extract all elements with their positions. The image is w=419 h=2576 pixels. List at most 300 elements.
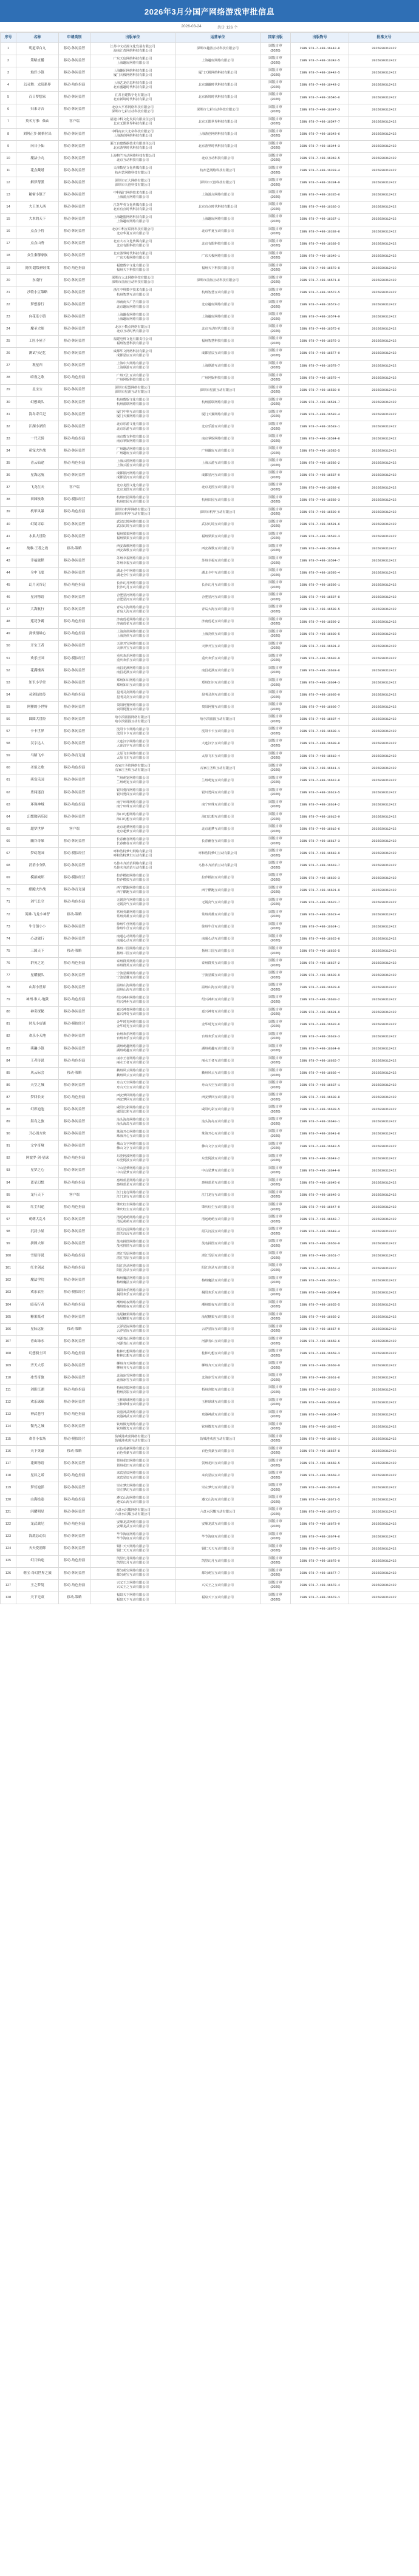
- cell-operator: 徐州牛仔互动有限公司: [175, 921, 261, 933]
- cell-category: 移动-策略: [59, 1323, 90, 1335]
- cell-name: 神奇探秘: [16, 1006, 59, 1019]
- cell-operator: 肇庆红尘互动有限公司: [175, 1202, 261, 1214]
- cell-approval-number: 2026930312422: [349, 1592, 419, 1604]
- cell-publisher: 珠海开心网络有限公司 珠海开心互动有限公司: [90, 1128, 175, 1141]
- cell-isbn: ISBN 978-7-498-16622-7: [291, 897, 349, 909]
- cell-publish-type: 国版自审 (2026): [261, 616, 291, 628]
- cell-operator: 北京华夏互动有限公司: [175, 226, 261, 238]
- cell-approval-number: 2026930312422: [349, 836, 419, 848]
- cell-name: 龙武战纪: [16, 1519, 59, 1531]
- cell-name: 欢乐小天地: [16, 1031, 59, 1043]
- cell-approval-number: 2026930312422: [349, 762, 419, 774]
- cell-isbn: ISBN 978-7-498-16674-6: [291, 1531, 349, 1543]
- table-row: [1, 372, 419, 384]
- cell-approval-number: 2026930312422: [349, 152, 419, 164]
- cell-name: 王者传说: [16, 1055, 59, 1067]
- page-title: 2026年3月分国产网络游戏审批信息: [0, 0, 419, 22]
- cell-publish-type: 国版自审 (2026): [261, 80, 291, 92]
- cell-approval-number: 2026930312422: [349, 970, 419, 982]
- table-row: [1, 311, 419, 324]
- cell-name: 策略直播: [16, 55, 59, 67]
- table-row: [1, 1153, 419, 1165]
- table-row: [1, 628, 419, 640]
- cell-operator: 惠州蓝星互动有限公司: [175, 1177, 261, 1189]
- cell-publisher: 河源青山网络有限公司 河源青山互动有限公司: [90, 1336, 175, 1348]
- cell-index: 119: [1, 1482, 16, 1494]
- cell-isbn: ISBN 978-7-498-16613-5: [291, 787, 349, 799]
- cell-publisher: 济南莲花网络有限公司 济南莲花互动有限公司: [90, 616, 175, 628]
- cell-name: 欢乐庄园: [16, 652, 59, 665]
- cell-publisher: 西安梦回网络有限公司 西安梦回互动有限公司: [90, 1092, 175, 1104]
- table-row: [1, 970, 419, 982]
- cell-index: 94: [1, 1177, 16, 1189]
- table-row: [1, 1372, 419, 1385]
- table-row: [1, 324, 419, 336]
- cell-index: 3: [1, 67, 16, 80]
- cell-category: 移动-角色扮演: [59, 262, 90, 274]
- table-row: [1, 140, 419, 152]
- col-name: 名称: [16, 33, 59, 43]
- table-row: [1, 1445, 419, 1457]
- cell-publish-type: 国版自审 (2026): [261, 860, 291, 872]
- cell-approval-number: 2026930312422: [349, 1555, 419, 1567]
- cell-category: 移动-休闲益智: [59, 1567, 90, 1579]
- cell-index: 52: [1, 665, 16, 677]
- cell-approval-number: 2026930312422: [349, 982, 419, 994]
- cell-category: 移动-休闲益智: [59, 970, 90, 982]
- cell-publish-type: 国版自审 (2026): [261, 518, 291, 530]
- cell-category: 移动-休闲益智: [59, 774, 90, 787]
- cell-publisher: 湛江雪原网络有限公司 湛江雪原互动有限公司: [90, 1250, 175, 1263]
- cell-publish-type: 国版自审 (2026): [261, 152, 291, 164]
- cell-isbn: ISBN 978-7-498-16666-1: [291, 1433, 349, 1445]
- cell-name: 群英之光: [16, 958, 59, 970]
- cell-publish-type: 国版自审 (2026): [261, 690, 291, 702]
- cell-isbn: ISBN 978-7-498-16653-1: [291, 1275, 349, 1287]
- cell-operator: 广州趣玩互动有限公司: [175, 446, 261, 458]
- cell-isbn: ISBN 978-7-498-16595-4: [291, 568, 349, 580]
- cell-operator: 上海剑侠互动有限公司: [175, 628, 261, 640]
- cell-name: 剑侠·超级神经策: [16, 262, 59, 274]
- cell-index: 59: [1, 750, 16, 762]
- cell-category: 移动-角色扮演: [59, 372, 90, 384]
- cell-publisher: 凯里幻月网络有限公司 凯里幻月互动有限公司: [90, 1555, 175, 1567]
- cell-isbn: ISBN 978-7-498-16630-2: [291, 994, 349, 1006]
- cell-publisher: 西宁酷跑网络有限公司 西宁酷跑互动有限公司: [90, 884, 175, 897]
- cell-isbn: ISBN 978-7-498-16636-4: [291, 1067, 349, 1079]
- cell-operator: 湛江雪原互动有限公司: [175, 1250, 261, 1263]
- cell-operator: 厦门天极网络科技有限公司: [175, 67, 261, 80]
- cell-operator: 珠海开心互动有限公司: [175, 1128, 261, 1141]
- cell-category: 移动-休闲益智: [59, 421, 90, 433]
- cell-category: 移动-休闲益智: [59, 812, 90, 824]
- cell-name: 水果大冒险: [16, 530, 59, 543]
- cell-index: 72: [1, 909, 16, 921]
- cell-index: 113: [1, 1409, 16, 1421]
- cell-approval-number: 2026930312422: [349, 408, 419, 421]
- cell-name: 战歌·王者之战: [16, 543, 59, 555]
- cell-operator: 佛山文字互动有限公司: [175, 1141, 261, 1153]
- cell-publisher: 都匀萌宝网络有限公司 都匀萌宝互动有限公司: [90, 1567, 175, 1579]
- cell-isbn: ISBN 978-7-498-16650-0: [291, 1238, 349, 1250]
- cell-operator: 北京无限世界科技有限公司: [175, 116, 261, 128]
- table-row: [1, 55, 419, 67]
- cell-publish-type: 国版自审 (2026): [261, 958, 291, 970]
- table-row: [1, 1421, 419, 1433]
- cell-index: 6: [1, 104, 16, 116]
- cell-name: 莲花争霸: [16, 616, 59, 628]
- cell-category: 移动-角色扮演: [59, 1250, 90, 1263]
- cell-approval-number: 2026930312422: [349, 189, 419, 202]
- cell-name: 魔圣大师: [16, 324, 59, 336]
- cell-index: 27: [1, 360, 16, 372]
- cell-publisher: 石家庄圣焰网络有限公司 石家庄圣焰互动有限公司: [90, 762, 175, 774]
- table-row: [1, 665, 419, 677]
- cell-isbn: ISBN 978-7-498-16665-4: [291, 1421, 349, 1433]
- cell-isbn: ISBN 978-7-498-16615-9: [291, 812, 349, 824]
- table-row: [1, 1457, 419, 1469]
- cell-publish-type: 国版自审 (2026): [261, 458, 291, 470]
- cell-index: 41: [1, 530, 16, 543]
- cell-publish-type: 国版自审 (2026): [261, 1470, 291, 1482]
- cell-operator: 东莞阿波互动有限公司: [175, 1153, 261, 1165]
- cell-isbn: ISBN 978-7-498-16635-7: [291, 1055, 349, 1067]
- cell-isbn: ISBN 978-7-498-16587-9: [291, 470, 349, 482]
- cell-isbn: ISBN 978-7-498-16343-6: [291, 128, 349, 140]
- cell-index: 13: [1, 189, 16, 202]
- cell-category: 移动-模拟经营: [59, 872, 90, 884]
- cell-name: 红尘剑录: [16, 1263, 59, 1275]
- cell-approval-number: 2026930312422: [349, 690, 419, 702]
- cell-index: 76: [1, 958, 16, 970]
- cell-category: 移动-休闲益智: [59, 152, 90, 164]
- cell-name: 龙行天下: [16, 1189, 59, 1201]
- cell-publisher: 天津开宝网络有限公司 天津开宝互动有限公司: [90, 640, 175, 652]
- cell-publisher: 深圳市机甲网络有限公司 深圳市机甲互动有限公司: [90, 506, 175, 518]
- cell-operator: 福泉天下互动有限公司: [175, 1592, 261, 1604]
- cell-operator: 江门龙行互动有限公司: [175, 1189, 261, 1201]
- cell-publish-type: 国版自审 (2026): [261, 1189, 291, 1201]
- table-row: [1, 1092, 419, 1104]
- cell-publish-type: 国版自审 (2026): [261, 1031, 291, 1043]
- cell-index: 92: [1, 1153, 16, 1165]
- cell-publish-type: 国版自审 (2026): [261, 1092, 291, 1104]
- cell-publisher: 广州天汇互动有限公司 广州网娱科技有限公司: [90, 372, 175, 384]
- cell-approval-number: 2026930312422: [349, 348, 419, 360]
- cell-approval-number: 2026930312422: [349, 165, 419, 177]
- cell-approval-number: 2026930312422: [349, 884, 419, 897]
- cell-index: 12: [1, 177, 16, 189]
- cell-publish-type: 国版自审 (2026): [261, 262, 291, 274]
- cell-approval-number: 2026930312422: [349, 1116, 419, 1128]
- cell-operator: 北京有限科技有限公司: [175, 238, 261, 250]
- cell-publisher: 上海格兰互动网络科技有限公司 北京互动科技有限公司: [90, 152, 175, 164]
- cell-index: 73: [1, 921, 16, 933]
- cell-name: 剑侠情缘心: [16, 628, 59, 640]
- cell-name: 王之梦境: [16, 1579, 59, 1591]
- cell-index: 28: [1, 372, 16, 384]
- cell-index: 10: [1, 152, 16, 164]
- cell-isbn: ISBN 978-7-498-16659-3: [291, 1348, 349, 1360]
- cell-name: 文字奇境: [16, 1141, 59, 1153]
- cell-operator: 防城港欢喜互动有限公司: [175, 1433, 261, 1445]
- cell-publisher: 上海剑侠网络有限公司 上海剑侠互动有限公司: [90, 628, 175, 640]
- table-row: [1, 702, 419, 714]
- cell-approval-number: 2026930312422: [349, 274, 419, 286]
- cell-approval-number: 2026930312422: [349, 1287, 419, 1299]
- cell-name: 星耀舰队: [16, 970, 59, 982]
- cell-operator: 阳江剑录互动有限公司: [175, 1263, 261, 1275]
- cell-operator: 台州欢乐互动有限公司: [175, 1031, 261, 1043]
- cell-publisher: 揭阳欢乐网络有限公司 揭阳欢乐互动有限公司: [90, 1287, 175, 1299]
- cell-publish-type: 国版自审 (2026): [261, 396, 291, 408]
- cell-index: 88: [1, 1104, 16, 1116]
- cell-isbn: ISBN 978-7-498-16667-8: [291, 1445, 349, 1457]
- cell-operator: 大连汉字互动有限公司: [175, 738, 261, 750]
- cell-category: 移动-休闲益智: [59, 555, 90, 568]
- table-row: [1, 848, 419, 860]
- cell-publisher: 合肥星河网络有限公司 合肥星河互动有限公司: [90, 592, 175, 604]
- cell-name: 幻想战队: [16, 396, 59, 408]
- cell-category: 移动-角色扮演: [59, 616, 90, 628]
- cell-operator: 贵港神武互动有限公司: [175, 1409, 261, 1421]
- cell-approval-number: 2026930312422: [349, 299, 419, 311]
- cell-publish-type: 国版自审 (2026): [261, 1177, 291, 1189]
- cell-isbn: ISBN 978-7-498-16589-3: [291, 494, 349, 506]
- cell-isbn: ISBN 978-7-498-16342-5: [291, 55, 349, 67]
- cell-name: 知识小学堂: [16, 677, 59, 689]
- cell-isbn: ISBN 978-7-498-16640-1: [291, 1116, 349, 1128]
- cell-publish-type: 国版自审 (2026): [261, 872, 291, 884]
- table-row: [1, 1067, 419, 1079]
- table-row: [1, 446, 419, 458]
- cell-name: 星辰之诺: [16, 1470, 59, 1482]
- table-row: [1, 396, 419, 408]
- cell-isbn: ISBN 978-7-498-16574-9: [291, 311, 349, 324]
- cell-category: 移动-策略: [59, 1592, 90, 1604]
- cell-approval-number: 2026930312422: [349, 1421, 419, 1433]
- cell-index: 51: [1, 652, 16, 665]
- cell-category: 移动-休闲益智: [59, 202, 90, 214]
- table-row: [1, 1579, 419, 1591]
- cell-publish-type: 国版自审 (2026): [261, 1579, 291, 1591]
- cell-isbn: ISBN 978-7-498-16612-8: [291, 774, 349, 787]
- cell-publish-type: 国版自审 (2026): [261, 286, 291, 299]
- cell-category: 移动-角色扮演: [59, 506, 90, 518]
- cell-category: 移动-休闲益智: [59, 274, 90, 286]
- cell-name: 梦幻花园: [16, 848, 59, 860]
- cell-approval-number: 2026930312422: [349, 1043, 419, 1055]
- cell-approval-number: 2026930312422: [349, 665, 419, 677]
- cell-name: 模拟城邦: [16, 872, 59, 884]
- cell-operator: 福州果果互动有限公司: [175, 530, 261, 543]
- table-row: [1, 568, 419, 580]
- cell-publisher: 绍兴神州网络有限公司 绍兴神州互动有限公司: [90, 994, 175, 1006]
- table-row: [1, 909, 419, 921]
- cell-publish-type: 国版自审 (2026): [261, 202, 291, 214]
- cell-name: 冰雪奇旅: [16, 1372, 59, 1385]
- table-row: [1, 384, 419, 396]
- cell-category: 移动-模拟经营: [59, 848, 90, 860]
- cell-category: 移动-角色扮演: [59, 1385, 90, 1397]
- cell-approval-number: 2026930312422: [349, 1202, 419, 1214]
- cell-operator: 深圳市机甲互动有限公司: [175, 506, 261, 518]
- cell-publisher: 成都银河网络有限公司 成都星河互动有限公司: [90, 470, 175, 482]
- cell-operator: 长春幽谷互动有限公司: [175, 836, 261, 848]
- cell-category: 移动-休闲益智: [59, 1141, 90, 1153]
- table-row: [1, 824, 419, 836]
- cell-index: 117: [1, 1457, 16, 1469]
- cell-category: 移动-休闲益智: [59, 530, 90, 543]
- table-row: [1, 1519, 419, 1531]
- cell-category: 移动-休闲益智: [59, 1275, 90, 1287]
- cell-isbn: ISBN 978-7-498-16679-1: [291, 1592, 349, 1604]
- cell-approval-number: 2026930312422: [349, 482, 419, 494]
- cell-name: 阿狸的小世界: [16, 702, 59, 714]
- cell-name: 星梦之心: [16, 1165, 59, 1177]
- cell-category: 移动-角色扮演: [59, 1055, 90, 1067]
- cell-isbn: ISBN 978-7-498-16576-3: [291, 336, 349, 348]
- cell-publisher: 银川勇闯网络有限公司 银川勇闯互动有限公司: [90, 787, 175, 799]
- cell-category: 移动-角色扮演: [59, 1409, 90, 1421]
- cell-category: 移动-休闲益智: [59, 311, 90, 324]
- cell-operator: 成都星辰互动有限公司: [175, 348, 261, 360]
- cell-name: 百日梦想家: [16, 92, 59, 104]
- cell-category: 移动-模拟经营: [59, 494, 90, 506]
- cell-operator: 来宾星辰互动有限公司: [175, 1470, 261, 1482]
- cell-index: 70: [1, 884, 16, 897]
- table-row: [1, 958, 419, 970]
- cell-isbn: ISBN 978-7-498-16641-8: [291, 1128, 349, 1141]
- cell-isbn: ISBN 978-7-498-16336-3: [291, 202, 349, 214]
- cell-name: 点点小将: [16, 226, 59, 238]
- table-row: [1, 1299, 419, 1311]
- cell-publisher: 阳江剑录网络有限公司 阳江剑录互动有限公司: [90, 1263, 175, 1275]
- cell-isbn: ISBN 978-7-498-16638-8: [291, 1092, 349, 1104]
- cell-index: 56: [1, 714, 16, 726]
- cell-name: 马路飞车: [16, 750, 59, 762]
- cell-name: 大王美人西: [16, 202, 59, 214]
- cell-approval-number: 2026930312422: [349, 543, 419, 555]
- cell-approval-number: 2026930312422: [349, 909, 419, 921]
- table-row: [1, 1031, 419, 1043]
- table-row: [1, 177, 419, 189]
- cell-publish-type: 国版自审 (2026): [261, 1165, 291, 1177]
- cell-isbn: ISBN 978-7-498-16619-7: [291, 860, 349, 872]
- cell-publish-type: 国版自审 (2026): [261, 1153, 291, 1165]
- cell-approval-number: 2026930312422: [349, 311, 419, 324]
- table-row: [1, 1567, 419, 1579]
- cell-name: 闪耀明星: [16, 1507, 59, 1519]
- cell-name: 幻境寻踪: [16, 518, 59, 530]
- cell-index: 78: [1, 982, 16, 994]
- cell-name: 时光小店铺: [16, 1019, 59, 1031]
- cell-publisher: 丽水王者网络有限公司 丽水王者互动有限公司: [90, 1055, 175, 1067]
- cell-isbn: ISBN 978-7-498-16658-6: [291, 1336, 349, 1348]
- cell-category: 移动-休闲益智: [59, 860, 90, 872]
- table-row: [1, 1287, 419, 1299]
- cell-approval-number: 2026930312422: [349, 1457, 419, 1469]
- cell-operator: 贵阳阿狸互动有限公司: [175, 702, 261, 714]
- cell-name: 超梦世界: [16, 824, 59, 836]
- cell-name: 归来寻音: [16, 104, 59, 116]
- cell-isbn: ISBN 978-7-498-16596-1: [291, 580, 349, 592]
- cell-isbn: ISBN 978-7-498-16623-4: [291, 909, 349, 921]
- cell-publisher: 乌鲁木齐消消网络有限公司 乌鲁木齐消消互动有限公司: [90, 860, 175, 872]
- cell-category: 移动-体育竞速: [59, 884, 90, 897]
- cell-operator: 丽水王者互动有限公司: [175, 1055, 261, 1067]
- cell-name: 幻月仙途: [16, 1555, 59, 1567]
- cell-approval-number: 2026930312422: [349, 1006, 419, 1019]
- cell-operator: 广州网娱科技有限公司: [175, 372, 261, 384]
- cell-category: 移动-休闲益智: [59, 446, 90, 458]
- meta-bar: [0, 22, 419, 32]
- cell-name: 田园牧歌: [16, 494, 59, 506]
- cell-index: 124: [1, 1543, 16, 1555]
- cell-isbn: ISBN 978-7-498-16649-4: [291, 1226, 349, 1238]
- cell-index: 26: [1, 348, 16, 360]
- cell-category: 移动-休闲益智: [59, 1372, 90, 1385]
- cell-index: 128: [1, 1592, 16, 1604]
- table-header-row: [1, 33, 419, 43]
- cell-index: 64: [1, 812, 16, 824]
- cell-approval-number: 2026930312422: [349, 1311, 419, 1323]
- cell-category: 移动-休闲益智: [59, 360, 90, 372]
- cell-approval-number: 2026930312422: [349, 1507, 419, 1519]
- cell-category: 移动-策略: [59, 946, 90, 958]
- cell-isbn: ISBN 978-7-498-16580-0: [291, 384, 349, 396]
- cell-category: 移动-休闲益智: [59, 738, 90, 750]
- cell-index: 14: [1, 202, 16, 214]
- cell-publisher: 汕尾糖果网络有限公司 汕尾糖果互动有限公司: [90, 1311, 175, 1323]
- cell-isbn: ISBN 978-7-498-16664-7: [291, 1409, 349, 1421]
- cell-publish-type: 国版自审 (2026): [261, 1445, 291, 1457]
- cell-category: 移动-休闲益智: [59, 226, 90, 238]
- cell-isbn: ISBN 978-7-498-16642-5: [291, 1141, 349, 1153]
- cell-isbn: ISBN 978-7-498-16547-7: [291, 116, 349, 128]
- cell-name: 明道帝白九: [16, 43, 59, 55]
- cell-approval-number: 2026930312422: [349, 1543, 419, 1555]
- cell-operator: 青岛大海互动有限公司: [175, 604, 261, 616]
- cell-index: 107: [1, 1336, 16, 1348]
- cell-operator: 太原飞车互动有限公司: [175, 750, 261, 762]
- cell-name: 汉字达人: [16, 738, 59, 750]
- cell-index: 63: [1, 799, 16, 811]
- cell-approval-number: 2026930312422: [349, 1397, 419, 1409]
- cell-publish-type: 国版自审 (2026): [261, 116, 291, 128]
- cell-operator: 无锡剑气互动有限公司: [175, 897, 261, 909]
- cell-publisher: 柳州齐天网络有限公司 柳州齐天互动有限公司: [90, 1360, 175, 1372]
- table-row: [1, 43, 419, 55]
- cell-index: 53: [1, 677, 16, 689]
- cell-category: 移动-角色扮演: [59, 762, 90, 774]
- table-row: [1, 1226, 419, 1238]
- cell-index: 98: [1, 1226, 16, 1238]
- meta-date: 2026-03-24: [181, 24, 202, 29]
- cell-index: 5: [1, 92, 16, 104]
- cell-publish-type: 国版自审 (2026): [261, 750, 291, 762]
- cell-index: 67: [1, 848, 16, 860]
- cell-publish-type: 国版自审 (2026): [261, 848, 291, 860]
- col-publish-type: 国家出版: [261, 33, 291, 43]
- table-row: [1, 1080, 419, 1092]
- cell-name: 山海小世界: [16, 982, 59, 994]
- cell-operator: 杭州游联网络有限公司: [175, 396, 261, 408]
- table-row: [1, 1470, 419, 1482]
- cell-publish-type: 国版自审 (2026): [261, 311, 291, 324]
- cell-publisher: 云浮星际网络有限公司 云浮星际互动有限公司: [90, 1323, 175, 1335]
- cell-operator: 扬州三国互动有限公司: [175, 946, 261, 958]
